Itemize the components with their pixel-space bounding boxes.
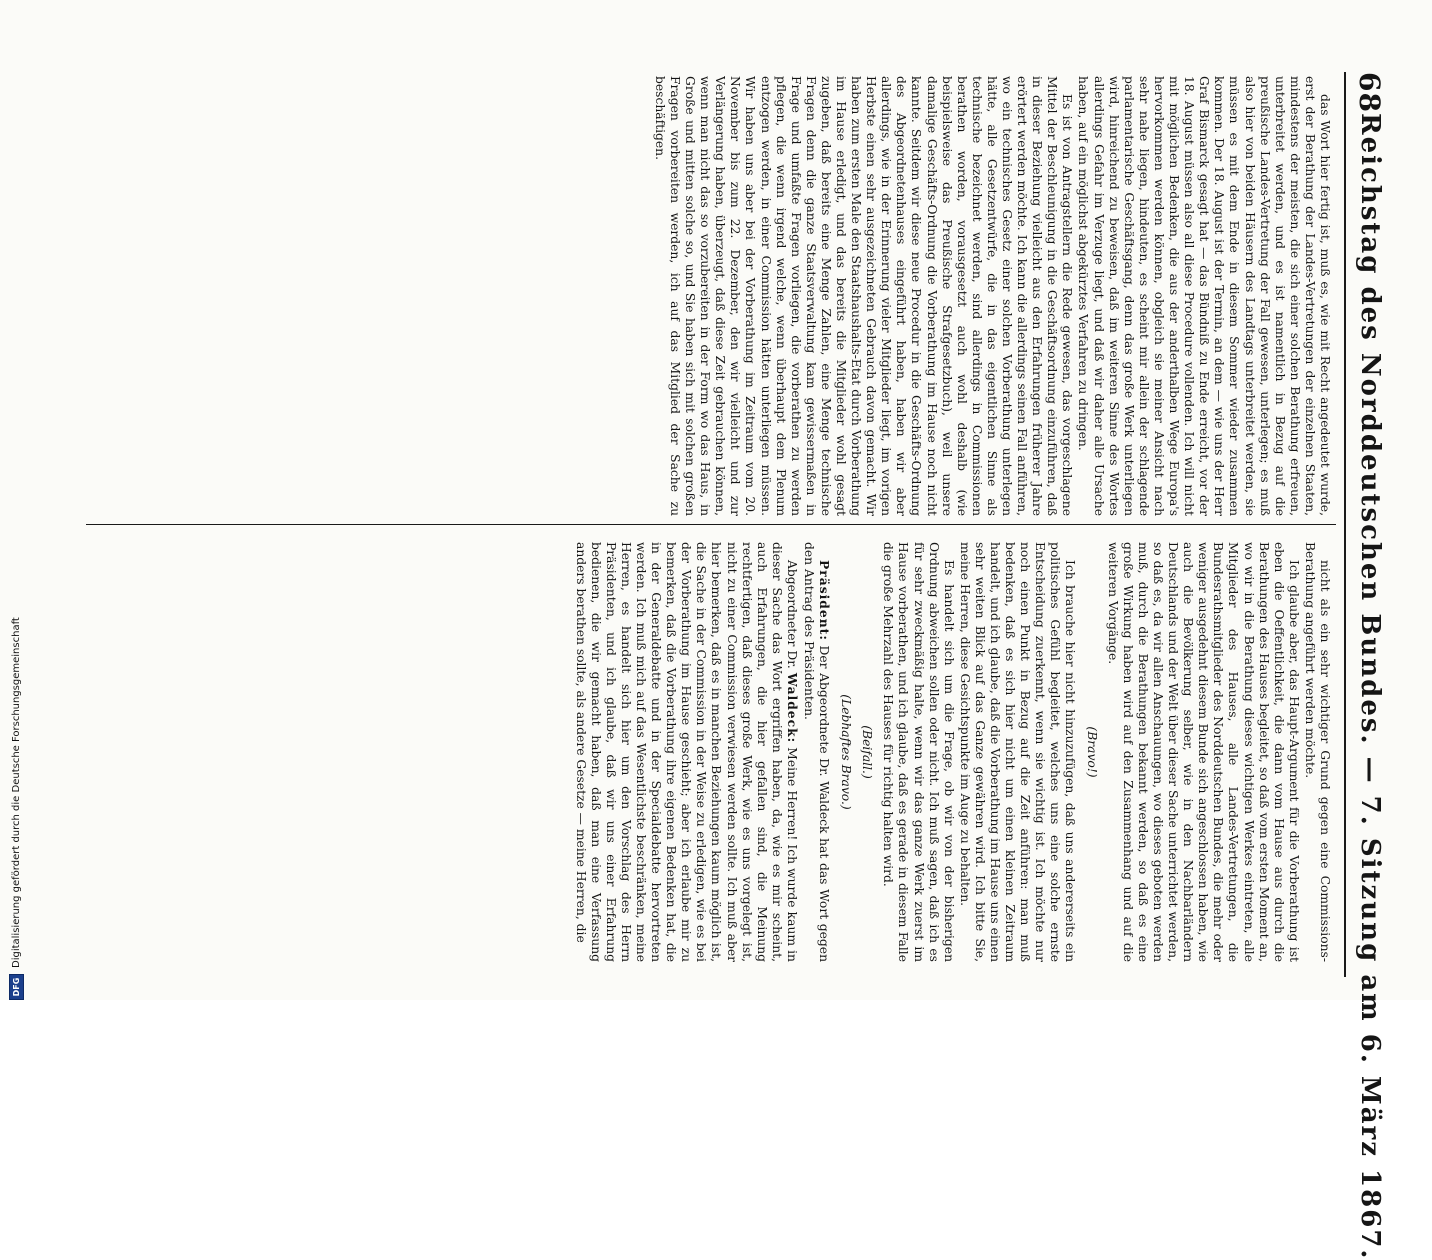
- waldeck-text: Meine Herren! Ich wurde kaum in dieser Sache das Wort ergriffen haben, da, wie es mir scheint, auch Erfahrungen, die hier gefallen sind, die Meinung rechtfertigen, daß dieses große Werk, wie es uns vorgelegt ist, nicht zu einer Commission verwiesen werden sollte. Ich muß aber hier bemerken, daß es in manchen Beziehungen kaum möglich ist, die Sache in der Commission in der Weise zu erledigen, wie es bei der Vorberathung im Hause geschieht; aber ich erlaube mir zu bemerken, daß die Vorberathung ihre eigenen Bedenken hat, die in der Generaldebatte und in der Specialdebatte hervortreten werden. Ich muß mich auf das Wesentlichste beschränken, meine Herren, es handelt sich hier um den Vorschlag des Herrn Präsidenten, und ich glaube, daß wir uns einer Erfahrung bedienen, die wir gemacht haben, daß man eine Verfassung anders berathen sollte, als andere Gesetze — meine Herren, die: [573, 542, 799, 962]
- right-paragraph: Ich brauche hier nicht hinzuzufügen, daß uns andererseits ein politisches Gefühl begleitet, welches uns eine solche ernste Entscheidung zuerkennt, wenn sie wichtig ist. Ich möchte nur noch einen Punkt in Bezug auf die Zeit anführen: man muß bedenken, daß es sich hier nicht um einen kleinen Zeitraum handelt, und ich glaube, daß die Vorberathung im Hause uns einen sehr weiten Blick auf das Ganze gewähren wird. Ich bitte Sie, meine Herren, diese Gesichtspunkte im Auge zu behalten.: [957, 542, 1078, 962]
- right-paragraph: nicht als ein sehr wichtiger Grund gegen eine Commissions-Berathung angeführt werden möchte.: [1302, 542, 1332, 962]
- applause-note: (Lebhaftes Bravo.): [839, 694, 854, 810]
- applause-note: (Bravo!): [1084, 726, 1099, 778]
- applause-note: (Beifall.): [860, 725, 875, 779]
- page-number: 68: [1353, 72, 1387, 113]
- waldeck-intro: Abgeordneter Dr.: [784, 560, 799, 669]
- credit-text: Digitalisierung gefördert durch die Deutsche Forschungsgemeinschaft: [10, 617, 22, 968]
- column-divider: [86, 524, 1336, 525]
- header-rule: [1344, 72, 1346, 977]
- waldeck-label: Waldeck:: [784, 672, 800, 744]
- president-label: Präsident:: [817, 560, 833, 641]
- newspaper-page: [80, 52, 1400, 1260]
- left-paragraph: Es ist von Antragstellern die Rede gewesen, das vorgeschlagene Mittel der Beschleunigung in die Geschäftsordnung einzuführen, daß in dieser Beziehung vielleicht aus den Erfahrungen früherer Jahre erörtert werden möchte. Ich kann die allerdings seinen Fall anführen, wo ein technisches Gesetz einer solchen Vorberathung unterlegen hätte, alle Gesetzentwürfe, die in das eigentlichen Sinne als technische bezeichnet werden, sind allerdings in Commissionen berathen worden, vorausgesetzt auch wohl deshalb (wie beispielsweise das Preußische Strafgesetzbuch), weil unsere damalige Geschäfts-Ordnung die Vorberathung im Hause noch nicht kannte. Seitdem wir diese neue Procedur in die Geschäfts-Ordnung des Abgeordnetenhauses eingeführt haben, haben wir aber allerdings, wie in der Erinnerung vieler Mitglieder liegt, im vorigen Herbste einen sehr ausgezeichneten Gebrauch davon gemacht. Wir haben zum ersten Male den Staatshaushalts-Etat durch Vorberathung im Hause erledigt, und das bereits die Mitglieder wohl gesagt zugeben, daß bereits eine Menge Zahlen, eine Menge technische Fragen denn die ganze Staatsverwaltung kam gewissermaßen in Frage und umfaßte Fragen vorliegen, die vorberathen zu werden pflegen, die wenn irgend welche, wenn überhaupt dem Plenum entzogen werden, in einer Commission hätten unterliegen müssen. Wir haben uns aber bei der Vorberathung im Zeitraum vom 20. November bis zum 22. Dezember, den wir vielleicht und zur Verlängerung haben, überzeugt, daß diese Zeit gebrauchen können, wenn man nicht das so vorzubereiten in der Form wo das Haus, in Große und mitten solche so, und Sie haben sich mit solchen großen Fragen vorbereiten werden, ich auf das Mitglied der Sache zu beschäftigen.: [652, 76, 1075, 516]
- president-statement: [801, 542, 832, 962]
- page-header: [1350, 72, 1390, 1260]
- waldeck-statement: [573, 542, 800, 962]
- left-paragraph: das Wort hier fertig ist, muß es, wie mit Recht angedeutet wurde, erst der Berathung der Landes-Vertretungen der einzelnen Staaten, mindestens der meisten, die sich einer solchen Berathung erfreuen, unterbreitet werden, und es ist namentlich in Bezug auf die preußische Landes-Vertretung der Fall gewesen, unterlegen; es muß also hier von beiden Häusern des Landtags unterbreitet werden, sie müssen es mit dem Ende in diesem Sommer wieder zusammen kommen. Der 18. August ist der Termin, an dem — wie uns der Herr Graf Bismarck gesagt hat — das Bündniß zu Ende erreicht, vor der 18. August müssen also all diese Procedure vollenden. Ich will nicht mit möglichen Bedenken, die aus der anderthalben Wege Europa's hervorkommen werden können, obgleich sie meiner Ansicht nach sehr nahe liegen, hindeuten, es scheint mir allein der schlagende parlamentarische Geschäftsgang, denn das große Werk unterliegen wird, hinreichend zu beweisen, daß im weiteren Sinne des Wortes allerdings Gefahr im Verzuge liegt, und daß wir daher alle Ursache haben, auf ein möglichst abgekürztes Verfahren zu dringen.: [1076, 76, 1332, 516]
- right-paragraph: Ich glaube aber, das Haupt-Argument für die Vorberathung ist eben die Oeffentlichkeit, die dann vom Hause aus durch die Berathungen des Hauses begleitet, so daß vom ersten Moment an, wo wir in die Berathung dieses wichtigen Werkes eintreten, alle Mitglieder des Hauses, alle Landes-Vertretungen, die Bundesrathsmitglieder des Norddeutschen Bundes, die mehr oder weniger ausgedehnt diesem Bunde sich angeschlossen haben, wie auch die Bevölkerung selber, wie in den Nachbarländern Deutschlands und der Welt über dieser Sache unterrichtet werden, so daß es, da wir allen Anschauungen, wo dieses geboten werden muß, durch die Berathungen bekannt werden, so daß es eine große Wirkung haben wird auf den Zusammenhang und auf die weiteren Vorgänge.: [1105, 542, 1301, 962]
- dfg-logo-icon: DFG: [9, 974, 24, 1000]
- right-column: [88, 542, 1332, 962]
- digitization-credit: [6, 580, 26, 1000]
- right-paragraph: Es handelt sich um die Frage, ob wir von der bisherigen Ordnung abweichen sollen oder nicht. Ich muß sagen, daß ich es für sehr zweckmäßig halte, wenn wir das ganze Werk zuerst im Hause vorberathen, und ich glaube, daß es gerade in diesem Falle die große Mehrzahl des Hauses für richtig halten wird.: [881, 542, 956, 962]
- left-column: [88, 76, 1332, 516]
- running-head: Reichstag des Norddeutschen Bundes. — 7. Sitzung am 6. März 1867.: [1355, 112, 1385, 1260]
- president-text: Der Abgeordnete Dr. Waldeck hat das Wort gegen den Antrag des Präsidenten.: [802, 542, 832, 962]
